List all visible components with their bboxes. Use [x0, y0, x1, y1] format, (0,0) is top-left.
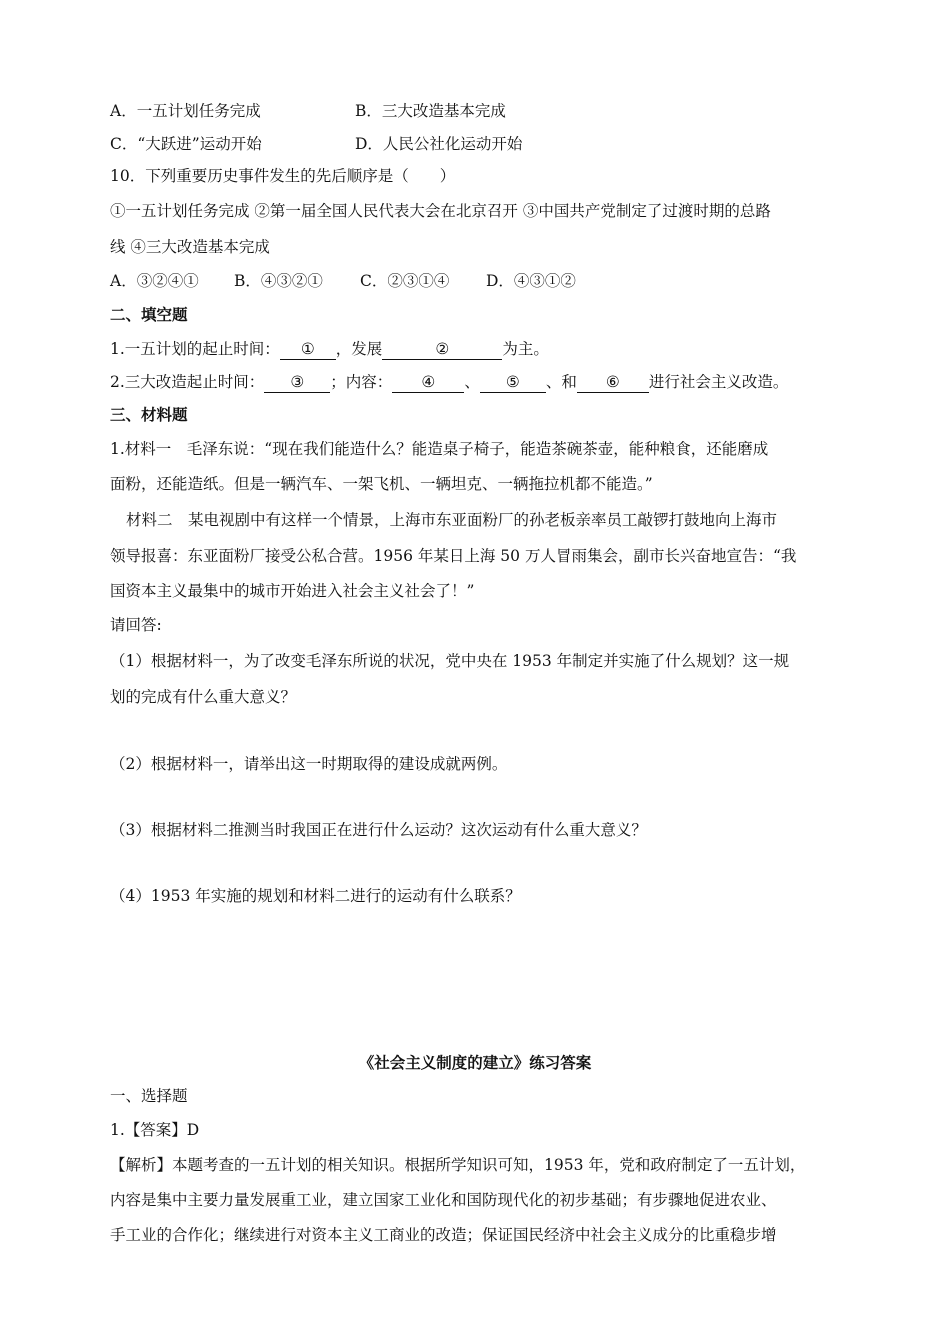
subquestion-4: （4）1953 年实施的规划和材料二进行的运动有什么联系？	[110, 887, 521, 905]
blank-2: ②	[382, 339, 502, 360]
q10-events-line2: 线 ④三大改造基本完成	[110, 238, 270, 256]
answer-1: 1.【答案】D	[110, 1121, 200, 1139]
blank-4: ④	[392, 372, 464, 393]
q9-option-b: B．三大改造基本完成	[355, 102, 506, 120]
q10-option-c: C．②③①④	[360, 272, 450, 290]
q9-option-d: D．人民公社化运动开始	[355, 135, 523, 153]
q10-option-d: D．④③①②	[486, 272, 576, 290]
q10-events-line1: ①一五计划任务完成 ②第一届全国人民代表大会在北京召开 ③中国共产党制定了过渡时期的总路	[110, 202, 771, 220]
subquestion-1-line1: （1）根据材料一，为了改变毛泽东所说的状况，党中央在 1953 年制定并实施了什么规划？这一规	[110, 652, 790, 670]
fill-q2-prefix: 2.三大改造起止时间：	[110, 373, 265, 391]
fill-question-2	[110, 371, 788, 393]
q10-option-a: A．③②④①	[110, 272, 199, 290]
subquestion-3: （3）根据材料二推测当时我国正在进行什么运动？这次运动有什么重大意义？	[110, 821, 647, 839]
material1-line2: 面粉，还能造纸。但是一辆汽车、一架飞机、一辆坦克、一辆拖拉机都不能造。”	[110, 475, 653, 493]
q9-option-c: C．“大跃进”运动开始	[110, 135, 262, 153]
q9-option-a: A．一五计划任务完成	[110, 102, 261, 120]
material2-line1: 材料二 某电视剧中有这样一个情景，上海市东亚面粉厂的孙老板亲率员工敲锣打鼓地向上海市	[126, 511, 778, 529]
analysis-line1: 【解析】本题考查的一五计划的相关知识。根据所学知识可知，1953 年，党和政府制定了一五计划，	[110, 1156, 806, 1174]
fill-q2-sep1: 、	[464, 373, 480, 391]
fill-q2-mid: ；内容：	[330, 373, 393, 391]
material2-line3: 国资本主义最集中的城市开始进入社会主义社会了！”	[110, 582, 475, 600]
fill-q1-prefix: 1.一五计划的起止时间：	[110, 340, 280, 358]
analysis-line3: 手工业的合作化；继续进行对资本主义工商业的改造；保证国民经济中社会主义成分的比重稳步增	[110, 1226, 777, 1244]
fill-q1-mid: ，发展	[335, 340, 383, 358]
section2-heading: 二、填空题	[110, 306, 188, 324]
q10-stem: 10．下列重要历史事件发生的先后顺序是（ ）	[110, 167, 456, 185]
blank-3: ③	[264, 372, 330, 393]
subquestion-2: （2）根据材料一，请举出这一时期取得的建设成就两例。	[110, 755, 508, 773]
analysis-line2: 内容是集中主要力量发展重工业，建立国家工业化和国防现代化的初步基础；有步骤地促进农业、	[110, 1191, 777, 1209]
section3-heading: 三、材料题	[110, 406, 188, 424]
answers-title: 《社会主义制度的建立》练习答案	[358, 1054, 592, 1072]
fill-q2-suffix: 进行社会主义改造。	[648, 373, 789, 391]
fill-q1-suffix: 为主。	[502, 340, 549, 358]
blank-1: ①	[280, 339, 336, 360]
blank-6: ⑥	[577, 372, 649, 393]
answer-prompt: 请回答:	[110, 616, 162, 634]
subquestion-1-line2: 划的完成有什么重大意义？	[110, 688, 297, 706]
answers-section1-heading: 一、选择题	[110, 1087, 188, 1105]
material2-line2: 领导报喜：东亚面粉厂接受公私合营。1956 年某日上海 50 万人冒雨集会，副市长兴奋地宣告：“我	[110, 547, 797, 565]
fill-question-1	[110, 338, 549, 360]
q10-option-b: B．④③②①	[234, 272, 323, 290]
fill-q2-sep2: 、和	[545, 373, 577, 391]
material1-line1: 1.材料一 毛泽东说：“现在我们能造什么？能造桌子椅子，能造茶碗茶壶，能种粮食，还能磨成	[110, 440, 769, 458]
blank-5: ⑤	[480, 372, 546, 393]
